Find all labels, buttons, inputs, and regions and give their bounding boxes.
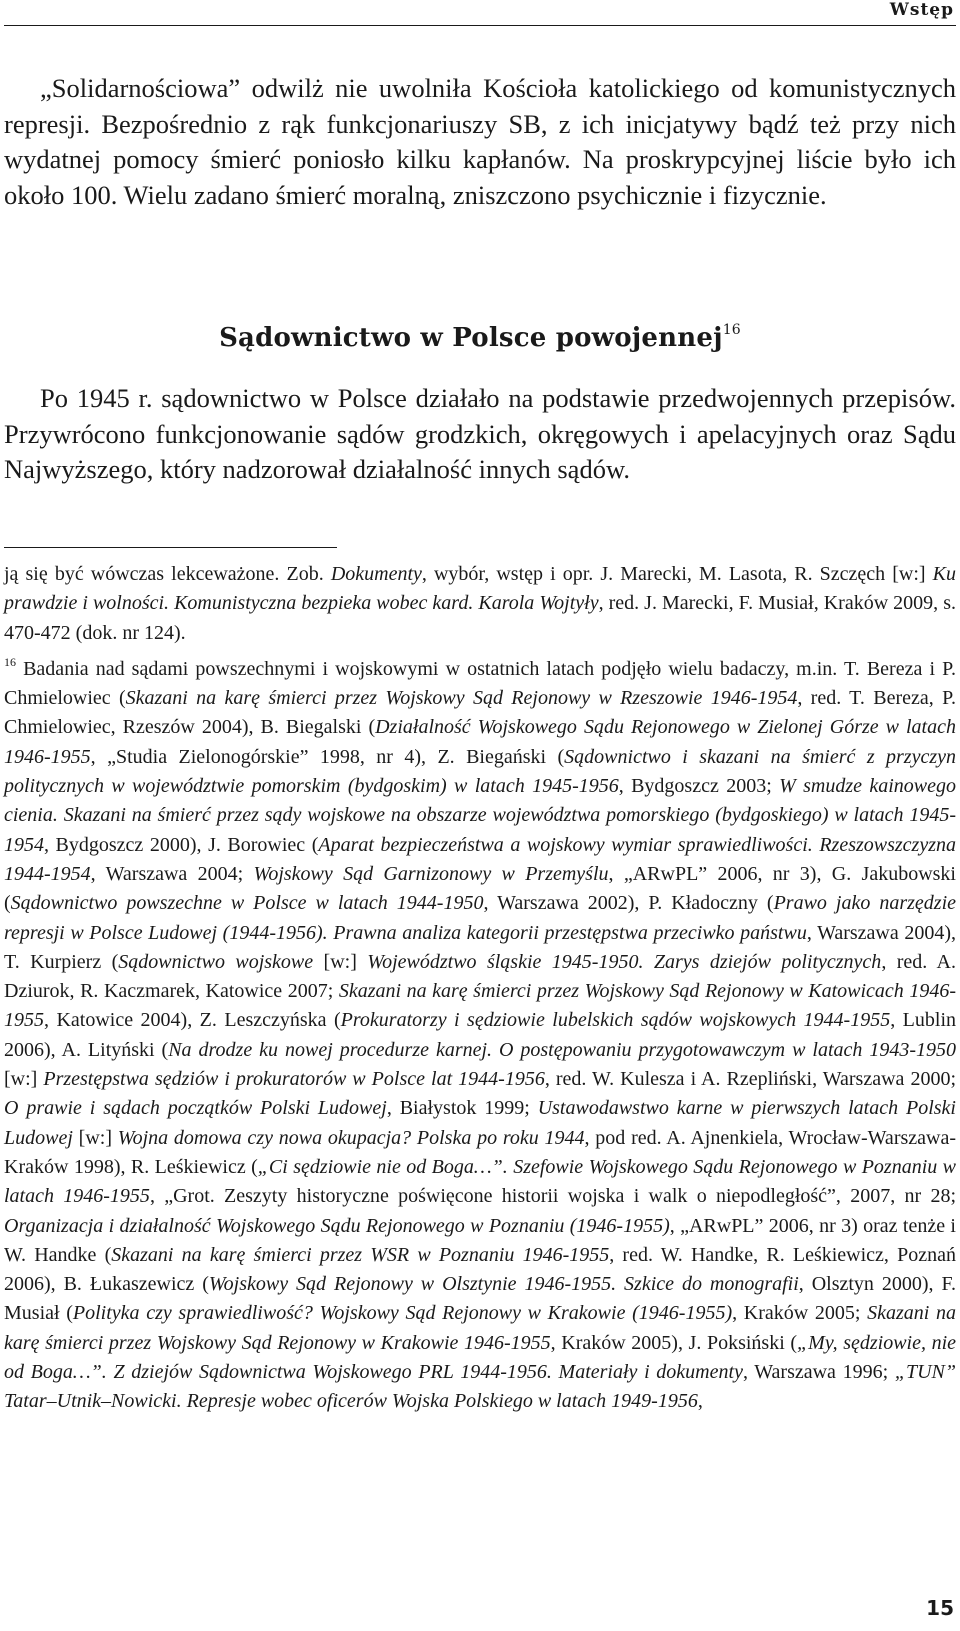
section-heading [0,322,960,353]
footnote-text: , Katowice 2004), Z. Leszczyńska ( [44,1009,341,1032]
citation-title: Polityka czy sprawiedliwość? Wojskowy Sąd Rejonowy w Krakowie (1946-1955) [72,1302,733,1325]
citation-title: „My, sędziowie, nie od Boga…”. Z dziejów Sądownictwa Wojskowego PRL 1944-1956. Materiały i dokumenty [4,1331,957,1384]
citation-title: „Ci sędziowie nie od Boga…”. Szefowie Wojskowego Sądu Rejonowego w Poznaniu w latach 1946-1955 [4,1155,957,1208]
footnote-text: , [697,1390,703,1413]
citation-title: Na drodze ku nowej procedurze karnej. O postępowaniu przygotowawczym w latach 1943-1950 [168,1038,956,1061]
footnotes [4,560,956,1417]
citation-title: Organizacja i działalność Wojskowego Sądu Rejonowego w Poznaniu (1946-1955) [4,1214,670,1237]
footnote-text: , „ARwPL” 2006, nr 3) oraz tenże i W. Handke ( [4,1214,956,1266]
footnote-text: , Warszawa 1996; [742,1361,895,1384]
footnote-text: , Kraków 2005), J. Poksiński ( [550,1331,798,1354]
section-heading-text: Sądownictwo w Polsce powojennej [219,323,723,353]
citation-title: O prawie i sądach początków Polski Ludowej [4,1097,387,1120]
citation-title: Wojskowy Sąd Rejonowy w Olsztynie 1946-1955. Szkice do monografii [208,1273,799,1296]
paragraph-1-text: „Solidarnościowa” odwilż nie uwolniła Kościoła katolickiego od komunistycznych represji. Bezpośrednio z rąk funkcjonariuszy SB, z ich inicjatywy bądź też przy nich wydatnej pomocy śmierć poniosło kilku kapłanów. Na proskrypcyjnej liście było ich około 100. Wielu zadano śmierć moralną, zniszczono psychicznie i fizycznie. [4,73,956,210]
paragraph-1 [4,71,956,213]
footnote-15-continuation [4,560,956,648]
footnote-text: , Warszawa 2002), P. Kładoczny ( [483,892,774,915]
footnote-text: Badania nad sądami powszechnymi i wojskowymi w ostatnich latach podjęło wielu badaczy, m.in. T. Bereza i P. Chmielowiec ( [4,657,956,710]
citation-title: Sądownictwo powszechne w Polsce w latach 1944-1950 [10,892,484,915]
citation-title: Prokuratorzy i sędziowie lubelskich sądów wojskowych 1944-1955 [340,1009,891,1032]
citation-title: Prawo jako narzędzie represji w Polsce Ludowej (1944-1956). Prawna analiza kategorii przestępstwa przeciwko państwu [4,892,957,944]
footnote-text: , „ARwPL” 2006, nr 3), G. Jakubowski ( [4,862,956,915]
footnote-text: [w:] [4,1068,44,1091]
footnote-text: , wybór, wstęp i opr. J. Marecki, M. Lasota, R. Szczęch [w:] [421,563,933,585]
footnote-text: , Białystok 1999; [386,1097,538,1120]
footnote-16-number: 16 [4,654,16,669]
citation-title: Skazani na karę śmierci przez WSR w Poznaniu 1946-1955 [111,1243,610,1266]
citation-title: Sądownictwo wojskowe [118,950,314,973]
footnote-text: [w:] [72,1126,118,1149]
citation-title: Województwo śląskie 1945-1950. Zarys dziejów politycznych [367,950,882,973]
footnote-separator [4,547,337,548]
citation-title: Ku prawdzie i wolności. Komunistyczna bezpieka wobec kard. Karola Wojtyły [4,563,956,615]
citation-title: „TUN” Tatar–Utnik–Nowicki. Represje wobec oficerów Wojska Polskiego w latach 1949-1956 [4,1361,956,1413]
footnote-text: , red. W. Kulesza i A. Rzepliński, Warszawa 2000; [544,1068,956,1091]
running-head: Wstęp [889,0,954,20]
footnote-text: , Lublin 2006), A. Lityński ( [4,1009,956,1061]
footnote-text: , Kraków 2005; [732,1302,868,1325]
citation-title: Aparat bezpieczeństwa a wojskowy wymiar sprawiedliwości. Rzeszowszczyzna 1944-1954 [4,833,956,885]
footnote-text: , Olsztyn 2000), F. Musiał ( [4,1273,956,1325]
footnote-text: , Bydgoszcz 2003; [618,775,780,798]
citation-title: W smudze kainowego cienia. Skazani na śmierć przez sądy wojskowe na obszarze województwa pomorskiego (bydgoskiego) w latach 1945-1954 [4,775,957,856]
citation-title: Wojna domowa czy nowa okupacja? Polska po roku 1944 [117,1126,585,1149]
citation-title: Skazani na karę śmierci przez Wojskowy Sąd Rejonowy w Krakowie 1946-1955 [4,1302,956,1354]
footnote-text: , red. W. Handke, R. Leśkiewicz, Poznań 2006), B. Łukaszewicz ( [4,1243,956,1296]
footnote-text: [w:] [313,950,368,973]
footnote-text: , Bydgoszcz 2000), J. Borowiec ( [44,833,319,856]
citation-title: Wojskowy Sąd Garnizonowy w Przemyślu [253,862,609,885]
paragraph-2 [4,381,956,488]
footnote-text: , „Studia Zielonogórskie” 1998, nr 4), Z. Biegański ( [90,745,565,768]
footnote-ref-16[interactable]: 16 [722,322,741,338]
header-rule [4,25,956,26]
page-number: 15 [926,1596,954,1620]
citation-title: Dokumenty [330,563,422,585]
footnote-text: , pod red. A. Ajnenkiela, Wrocław-Warszawa-Kraków 1998), R. Leśkiewicz ( [4,1126,956,1178]
footnote-text: , Warszawa 2004; [90,862,254,885]
footnote-text: , Warszawa 2004), T. Kurpierz ( [4,921,956,973]
footnote-text: , red. T. Bereza, P. Chmielowiec, Rzeszów 2004), B. Biegalski ( [4,687,956,739]
citation-title: Przestępstwa sędziów i prokuratorów w Polsce lat 1944-1956 [43,1068,545,1091]
footnote-text: ją się być wówczas lekceważone. Zob. [4,563,331,585]
footnote-text: , „Grot. Zeszyty historyczne poświęcone historii wojska i walk o niepodległość”, 2007, nr 28; [149,1185,956,1208]
citation-title: Skazani na karę śmierci przez Wojskowy Sąd Rejonowy w Katowicach 1946-1955 [4,980,956,1032]
citation-title: Działalność Wojskowego Sądu Rejonowego w Zielonej Górze w latach 1946-1955 [4,716,956,768]
footnote-text: , red. A. Dziurok, R. Kaczmarek, Katowice 2007; [4,950,956,1003]
citation-title: Ustawodawstwo karne w pierwszych latach Polski Ludowej [4,1097,956,1149]
paragraph-2-text: Po 1945 r. sądownictwo w Polsce działało na podstawie przedwojennych przepisów. Przywrócono funkcjonowanie sądów grodzkich, okręgowych i apelacyjnych oraz Sądu Najwyższego, który nadzorował działalność innych sądów. [4,383,956,484]
footnote-16 [4,648,956,1417]
footnote-text: , red. J. Marecki, F. Musiał, Kraków 2009, s. 470-472 (dok. nr 124). [4,592,956,644]
citation-title: Sądownictwo i skazani na śmierć z przyczyn politycznych w województwie pomorskim (bydgoskim) w latach 1945-1956 [4,745,957,798]
citation-title: Skazani na karę śmierci przez Wojskowy Sąd Rejonowy w Rzeszowie 1946-1954 [125,687,798,710]
